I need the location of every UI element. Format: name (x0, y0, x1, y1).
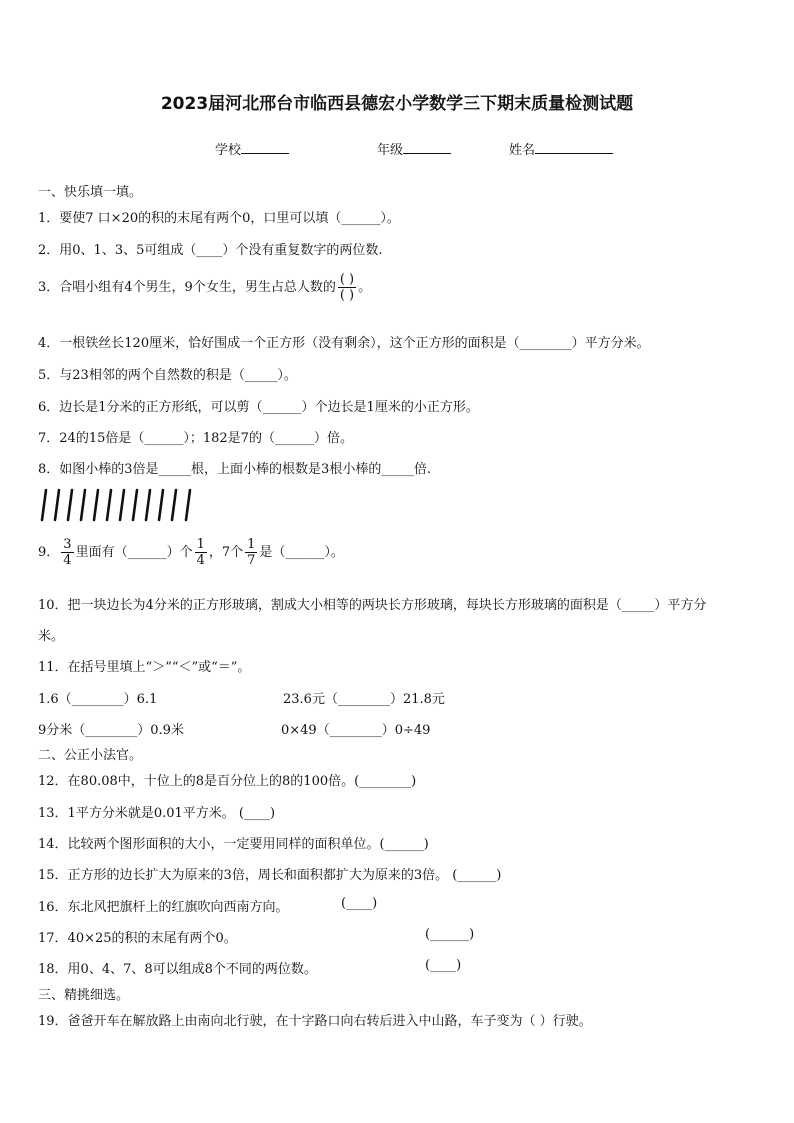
question-5: 5．与23相邻的两个自然数的积是（_____）。 (38, 368, 297, 383)
answer-17[interactable]: (______) (425, 927, 475, 942)
question-3-text: 3．合唱小组有4个男生，9个女生，男生占总人数的 (38, 280, 336, 295)
question-10-continued: 米。 (38, 629, 65, 644)
question-4: 4．一根铁丝长120厘米，恰好围成一个正方形（没有剩余），这个正方形的面积是（________）平方分米。 (38, 336, 650, 351)
school-field[interactable] (215, 139, 289, 158)
question-9: 9． $\frac{3}{4}$ 里面有（______）个 $\frac{1}{4}$ ，7个 $\frac{1}{7}$ 是（______）。 (38, 537, 344, 568)
compare-1: 1.6（________）6.1 (38, 692, 158, 707)
compare-2: 23.6元（________）21.8元 (283, 692, 445, 707)
answer-18[interactable]: (____) (425, 958, 462, 973)
question-3: 3．合唱小组有4个男生，9个女生，男生占总人数的 $\frac{( )}{( )}$ 。 (38, 272, 372, 303)
question-13: 13．1平方分米就是0.01平方米。 (____) (38, 806, 276, 821)
question-7: 7．24的15倍是（______）；182是7的（______）倍。 (38, 431, 353, 446)
name-label: 姓名 (509, 143, 536, 158)
page-title: 2023届河北邢台市临西县德宏小学数学三下期末质量检测试题 (160, 94, 634, 114)
question-11: 11．在括号里填上“＞”“＜”或“＝”。 (38, 660, 251, 675)
fraction-blank[interactable]: $\frac{( )}{( )}$ (339, 272, 355, 303)
section-heading-3: 三、精挑细选。 (38, 988, 130, 1003)
section-heading-2: 二、公正小法官。 (38, 748, 143, 763)
fraction-3-4: $\frac{3}{4}$ (63, 537, 72, 568)
fraction-1-4: $\frac{1}{4}$ (196, 537, 205, 568)
name-field[interactable] (509, 139, 613, 158)
question-10: 10．把一块边长为4分米的正方形玻璃，割成大小相等的两块长方形玻璃，每块长方形玻璃的面积是（_____）平方分 (38, 598, 707, 613)
question-17: 17．40×25的积的末尾有两个0。 (38, 931, 237, 946)
question-19: 19．爸爸开车在解放路上由南向北行驶，在十字路口向右转后进入中山路，车子变为（ ）行驶。 (38, 1014, 592, 1029)
question-6: 6．边长是1分米的正方形纸，可以剪（______）个边长是1厘米的小正方形。 (38, 400, 479, 415)
question-12: 12．在80.08中，十位上的8是百分位上的8的100倍。(________) (38, 774, 417, 789)
question-2: 2．用0、1、3、5可组成（____）个没有重复数字的两位数. (38, 243, 383, 258)
question-1: 1．要使7 口×20的积的末尾有两个0，口里可以填（______）。 (38, 211, 400, 226)
school-label: 学校 (215, 143, 242, 158)
question-18: 18．用0、4、7、8可以组成8个不同的两位数。 (38, 962, 317, 977)
question-14: 14．比较两个图形面积的大小，一定要用同样的面积单位。(______) (38, 837, 429, 852)
fraction-1-7: $\frac{1}{7}$ (247, 537, 256, 568)
grade-field[interactable] (377, 139, 451, 158)
grade-label: 年级 (377, 143, 404, 158)
answer-16[interactable]: (____) (341, 896, 378, 911)
question-15: 15．正方形的边长扩大为原来的3倍，周长和面积都扩大为原来的3倍。 (______) (38, 868, 502, 883)
sticks-figure-icon (38, 488, 203, 522)
compare-3: 9分米（________）0.9米 (38, 723, 184, 738)
question-8: 8．如图小棒的3倍是_____根，上面小棒的根数是3根小棒的_____倍. (38, 462, 431, 477)
section-heading-1: 一、快乐填一填。 (38, 185, 143, 200)
question-16: 16．东北风把旗杆上的红旗吹向西南方向。 (38, 900, 289, 915)
compare-4: 0×49（________）0÷49 (281, 723, 431, 738)
